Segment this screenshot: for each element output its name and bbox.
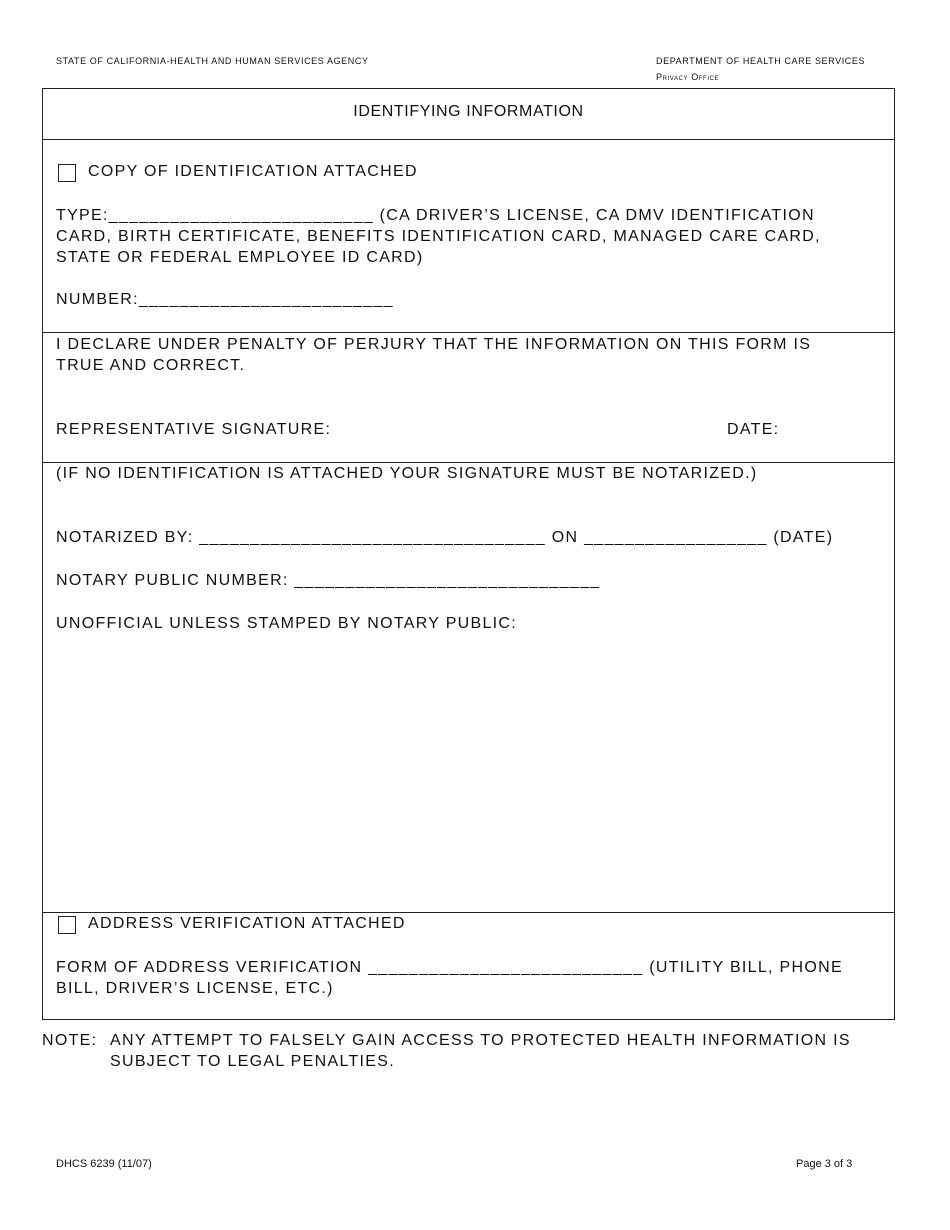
signature-field[interactable]: REPRESENTATIVE SIGNATURE: bbox=[56, 421, 332, 438]
address-attached-label: ADDRESS VERIFICATION ATTACHED bbox=[88, 915, 406, 932]
notarized-by-field[interactable]: NOTARIZED BY: __________________________________ ON __________________ (DATE) bbox=[56, 529, 834, 546]
divider bbox=[43, 139, 894, 140]
form-box bbox=[42, 88, 895, 1020]
notary-note: (IF NO IDENTIFICATION IS ATTACHED YOUR SIGNATURE MUST BE NOTARIZED.) bbox=[56, 465, 758, 482]
form-title: IDENTIFYING INFORMATION bbox=[353, 103, 584, 120]
office-name: Privacy Office bbox=[656, 72, 720, 82]
form-id: DHCS 6239 (11/07) bbox=[56, 1158, 152, 1170]
id-attached-label: COPY OF IDENTIFICATION ATTACHED bbox=[88, 163, 418, 180]
id-attached-checkbox[interactable] bbox=[58, 164, 76, 182]
note-text: ANY ATTEMPT TO FALSELY GAIN ACCESS TO PROTECTED HEALTH INFORMATION IS SUBJECT TO LEGAL PENALTIES. bbox=[110, 1032, 851, 1070]
address-form-field[interactable]: FORM OF ADDRESS VERIFICATION ___________________________ (UTILITY BILL, PHONE BILL, DRIVER’S LICENSE, ETC.) bbox=[56, 959, 843, 997]
notary-number-field[interactable]: NOTARY PUBLIC NUMBER: ______________________________ bbox=[56, 572, 601, 589]
notary-stamp-label: UNOFFICIAL UNLESS STAMPED BY NOTARY PUBLIC: bbox=[56, 615, 518, 632]
agency-name: STATE OF CALIFORNIA-HEALTH AND HUMAN SERVICES AGENCY bbox=[56, 56, 369, 66]
page-number: Page 3 of 3 bbox=[796, 1158, 853, 1170]
id-number-field[interactable]: NUMBER:_________________________ bbox=[56, 291, 394, 308]
department-name: DEPARTMENT OF HEALTH CARE SERVICES bbox=[656, 56, 866, 66]
divider bbox=[43, 332, 894, 333]
note-prefix: NOTE: bbox=[42, 1032, 98, 1049]
declaration-text: I DECLARE UNDER PENALTY OF PERJURY THAT THE INFORMATION ON THIS FORM IS TRUE AND CORRECT. bbox=[56, 336, 812, 374]
address-attached-checkbox[interactable] bbox=[58, 916, 76, 934]
id-type-field[interactable]: TYPE:__________________________ (CA DRIVER’S LICENSE, CA DMV IDENTIFICATION CARD, BIRTH CERTIFICATE, BENEFITS IDENTIFICATION CARD, MANAGED CARE CARD, STATE OR FEDERAL EMPLOYEE ID CARD) bbox=[56, 207, 821, 266]
date-field[interactable]: DATE: bbox=[727, 421, 780, 438]
